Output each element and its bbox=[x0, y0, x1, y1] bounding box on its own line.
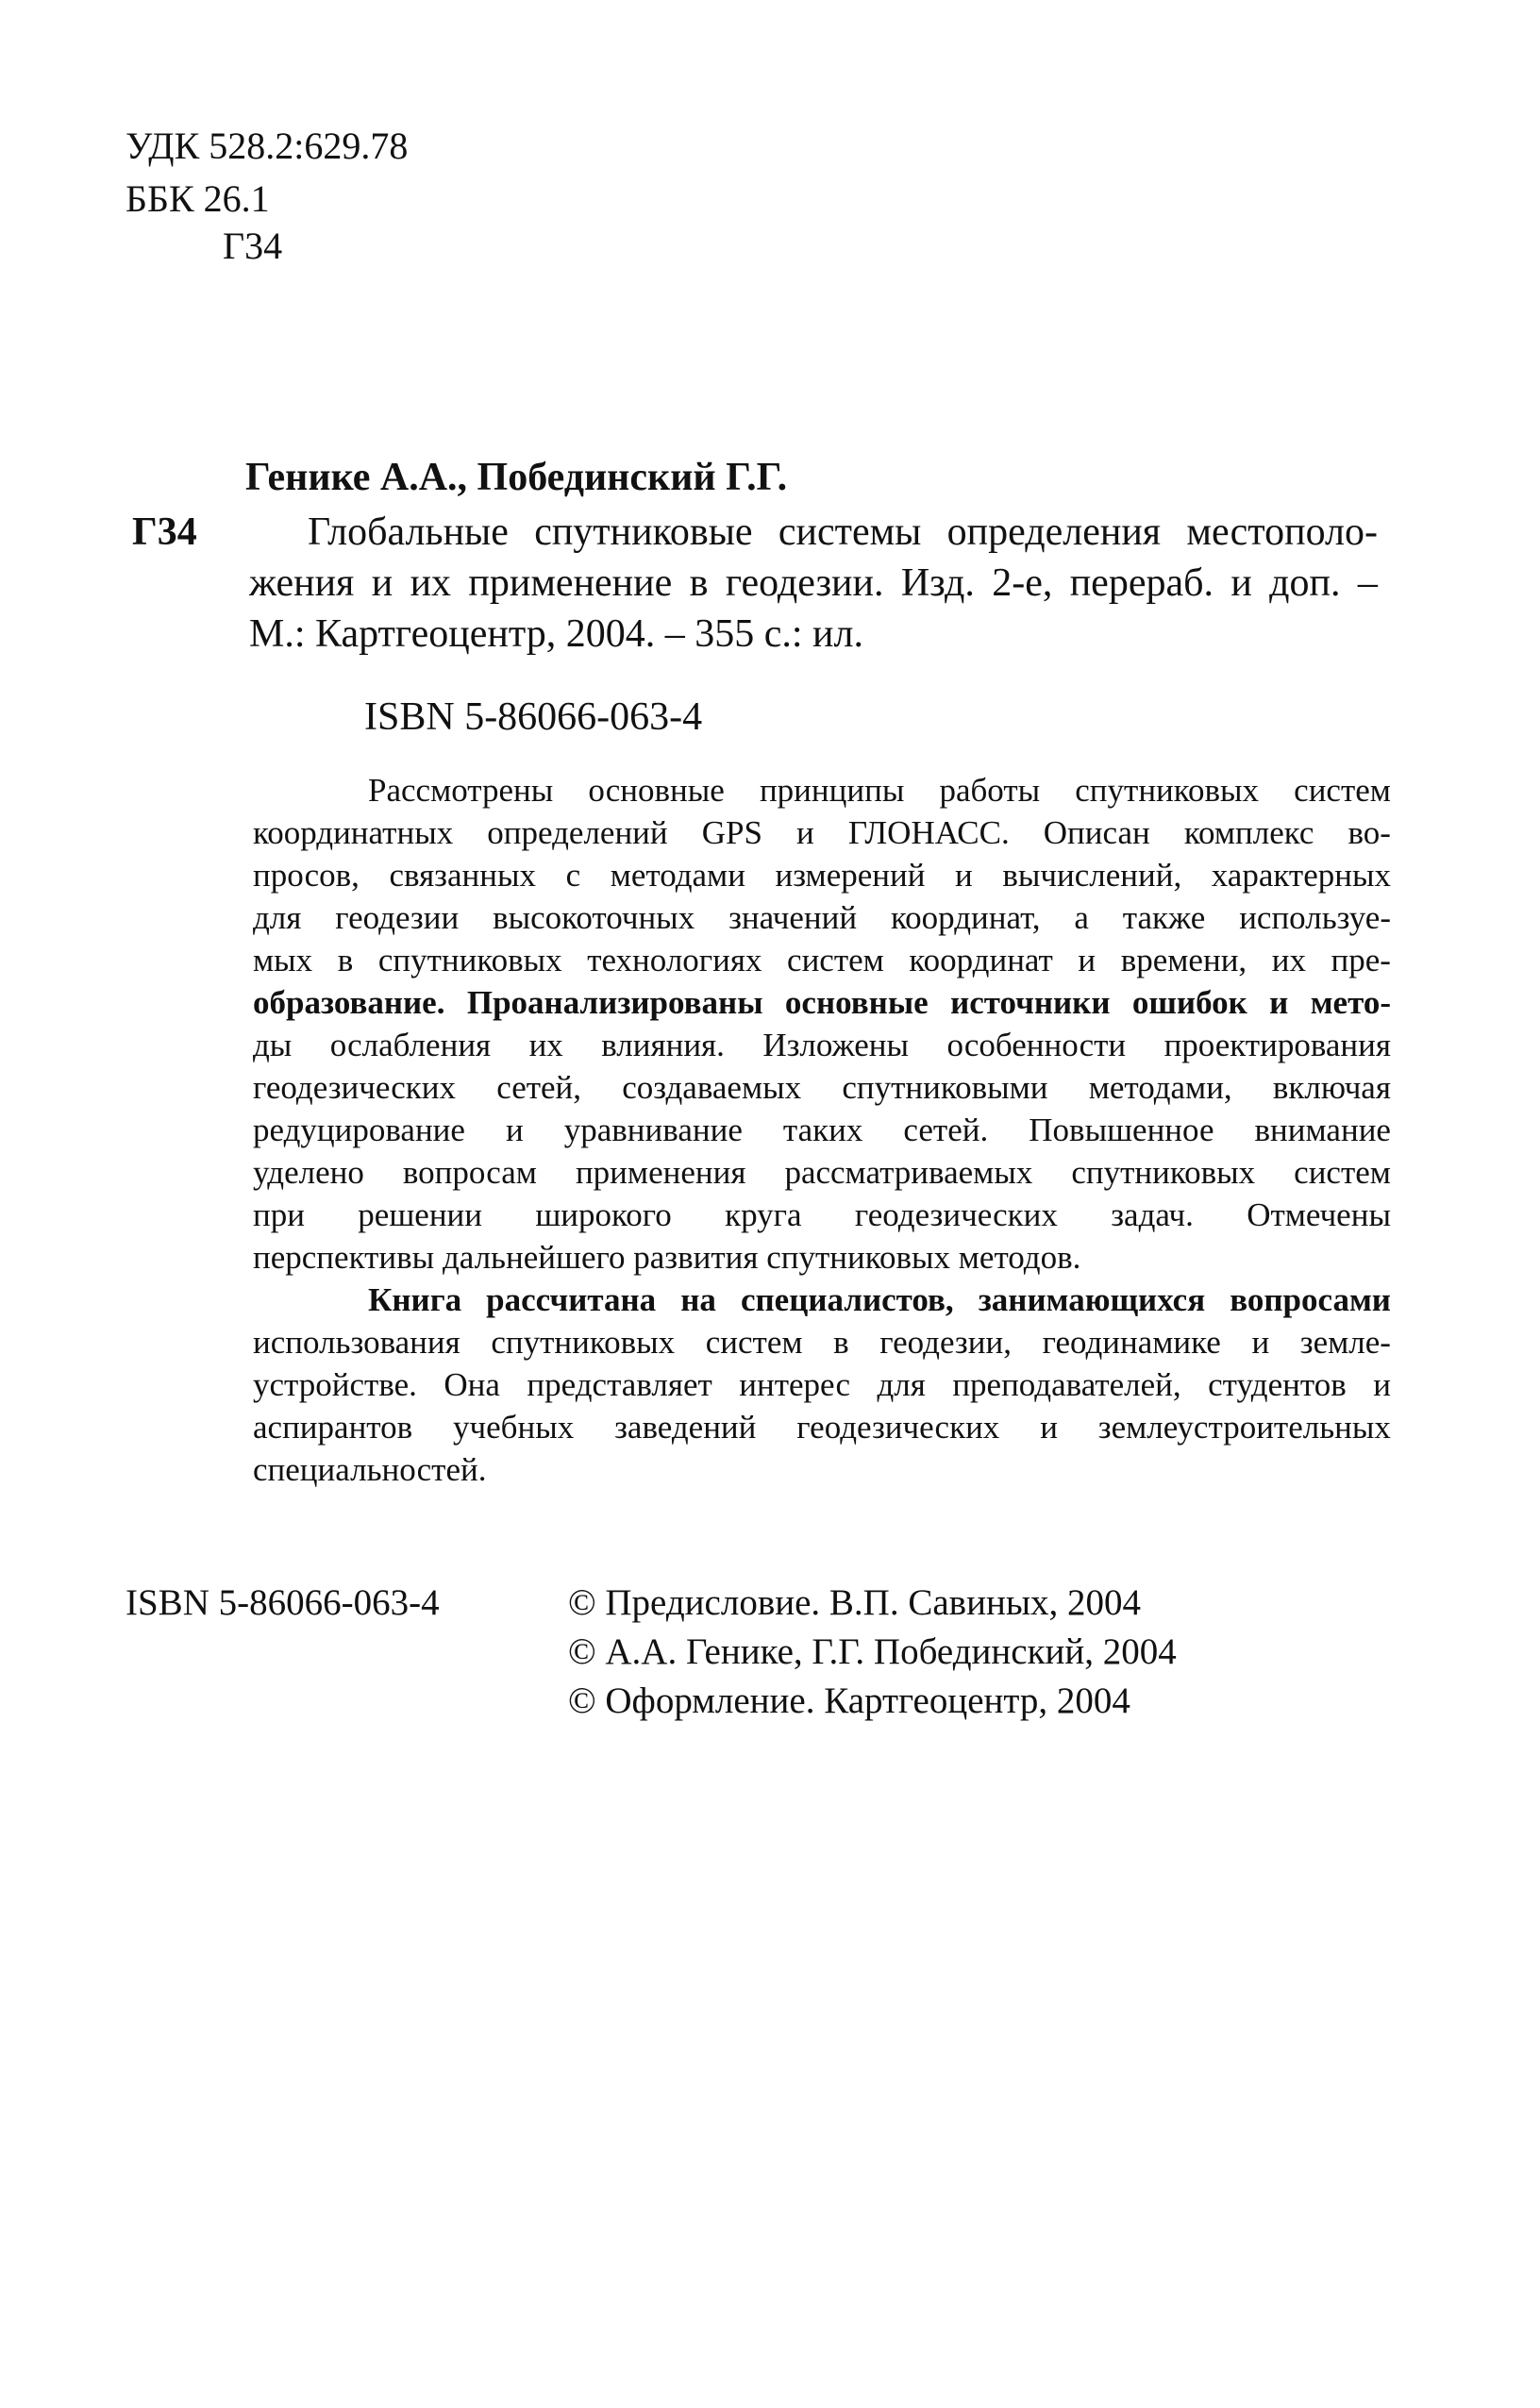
abstract-line: образование. Проанализированы основные источники ошибок и мето- bbox=[253, 984, 1391, 1021]
abstract-line: уделено вопросам применения рассматриваемых спутниковых систем bbox=[253, 1154, 1391, 1191]
copyright-line: © А.А. Генике, Г.Г. Побединский, 2004 bbox=[568, 1631, 1177, 1672]
isbn: ISBN 5-86066-063-4 bbox=[364, 695, 703, 739]
abstract-line: просов, связанных с методами измерений и вычислений, характерных bbox=[253, 857, 1391, 894]
bbk-code: ББК 26.1 bbox=[126, 177, 270, 220]
authors: Генике А.А., Побединский Г.Г. bbox=[245, 456, 788, 499]
abstract-line: ды ослабления их влияния. Изложены особенности проектирования bbox=[253, 1027, 1391, 1063]
abstract-line: аспирантов учебных заведений геодезических и землеустроительных bbox=[253, 1409, 1391, 1446]
abstract-line: специальностей. bbox=[253, 1451, 487, 1488]
abstract-line: Рассмотрены основные принципы работы спутниковых систем bbox=[368, 772, 1391, 809]
abstract-line: использования спутниковых систем в геодезии, геодинамике и земле- bbox=[253, 1324, 1391, 1361]
abstract-line: для геодезии высокоточных значений координат, а также используе- bbox=[253, 899, 1391, 936]
cutter-code: Г34 bbox=[223, 225, 283, 267]
abstract-line: Книга рассчитана на специалистов, занимающихся вопросами bbox=[368, 1281, 1391, 1318]
abstract-line: редуцирование и уравнивание таких сетей. Повышенное внимание bbox=[253, 1112, 1391, 1148]
abstract-line: геодезических сетей, создаваемых спутниковыми методами, включая bbox=[253, 1069, 1391, 1106]
abstract-line: при решении широкого круга геодезических задач. Отмечены bbox=[253, 1196, 1391, 1233]
bibliographic-line: жения и их применение в геодезии. Изд. 2-е, перераб. и доп. – bbox=[249, 561, 1378, 605]
copyright-line: © Оформление. Картгеоцентр, 2004 bbox=[568, 1681, 1130, 1721]
bibliographic-line: Глобальные спутниковые системы определения местополо- bbox=[308, 510, 1378, 554]
abstract-line: координатных определений GPS и ГЛОНАСС. Описан комплекс во- bbox=[253, 814, 1391, 851]
bibliographic-line: М.: Картгеоцентр, 2004. – 355 с.: ил. bbox=[249, 612, 863, 656]
abstract-line: мых в спутниковых технологиях систем координат и времени, их пре- bbox=[253, 942, 1391, 978]
udk-code: УДК 528.2:629.78 bbox=[126, 125, 409, 167]
abstract-line: перспективы дальнейшего развития спутниковых методов. bbox=[253, 1239, 1081, 1276]
copyright-line: © Предисловие. В.П. Савиных, 2004 bbox=[568, 1582, 1142, 1623]
isbn-imprint: ISBN 5-86066-063-4 bbox=[126, 1582, 440, 1623]
abstract-line: устройстве. Она представляет интерес для преподавателей, студентов и bbox=[253, 1366, 1391, 1403]
cutter-code-entry: Г34 bbox=[132, 510, 197, 554]
